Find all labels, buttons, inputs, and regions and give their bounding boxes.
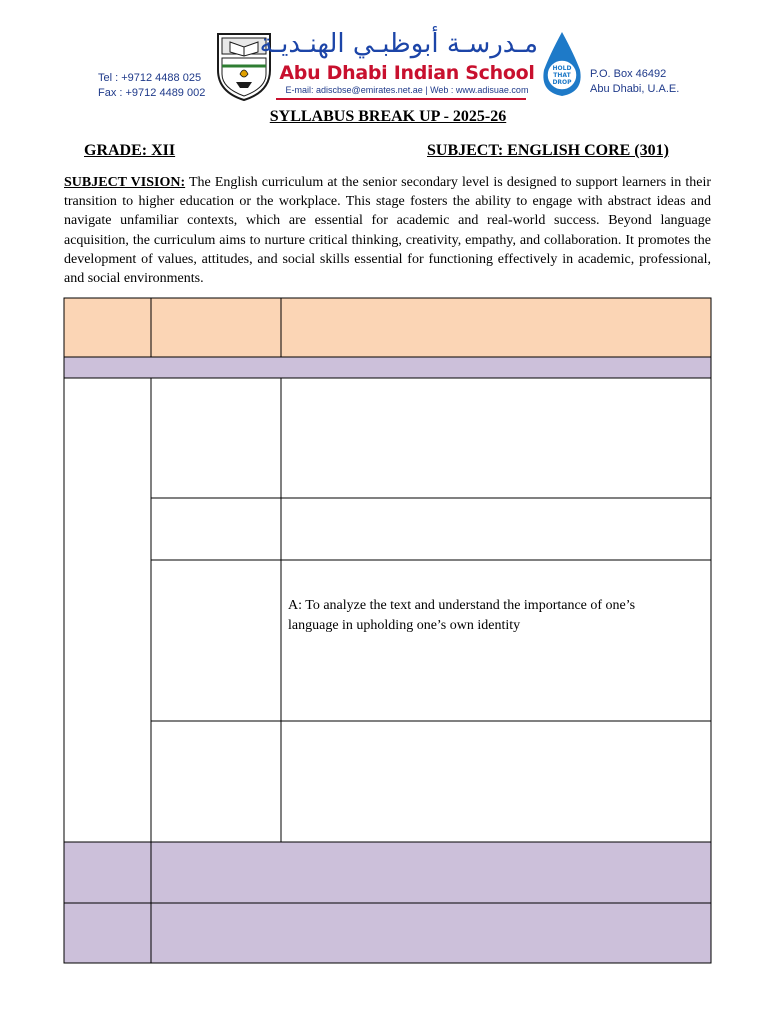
water-drop-logo-icon xyxy=(540,30,584,100)
contact-phone-fax xyxy=(98,71,205,101)
school-name-arabic: مـدرسـة أبوظبـي الهنـديـة xyxy=(259,29,538,59)
drop-text-2: THAT xyxy=(553,72,571,79)
table-section-row xyxy=(64,357,711,378)
po-box: P.O. Box 46492 xyxy=(590,68,667,80)
city: Abu Dhabi, U.A.E. xyxy=(590,83,680,95)
subject-vision xyxy=(64,173,711,288)
subject-vision-text: The English curriculum at the senior secondary level is designed to support learners in their transition to higher education or the workplace. This stage fosters the ability to engage with abstract ideas and navigate unfamiliar contexts, which are essential for academic and real-world success. Beyond language acquisition, the curriculum aims to nurture critical thinking, creativity, empathy, and collaboration. It promotes the development of values, attitudes, and social skills essential for functioning effectively in academic, professional, and social environments. xyxy=(64,175,711,287)
drop-text-1: HOLD xyxy=(552,65,572,72)
learning-objective-cell: A: To analyze the text and understand the importance of one’s language in upholding one’s own identity xyxy=(288,598,636,633)
subject-vision-label: SUBJECT VISION: xyxy=(64,175,186,190)
drop-text-3: DROP xyxy=(552,79,572,86)
letterhead-rule xyxy=(276,98,526,100)
fax: Fax : +9712 4489 002 xyxy=(98,87,206,99)
letterhead xyxy=(0,0,768,106)
contact-address xyxy=(590,67,679,97)
tel: Tel : +9712 4488 025 xyxy=(98,72,202,84)
table-summary-row-1 xyxy=(64,842,711,903)
table-header-row xyxy=(64,298,711,357)
email-web: E-mail: adiscbse@emirates.net.ae | Web : www.adisuae.com xyxy=(285,85,529,95)
school-name: Abu Dhabi Indian School xyxy=(279,62,535,84)
subject-heading: SUBJECT: ENGLISH CORE (301) xyxy=(427,142,669,159)
table-summary-row-2 xyxy=(64,903,711,963)
grade-heading: GRADE: XII xyxy=(84,142,176,159)
document-title: SYLLABUS BREAK UP - 2025-26 xyxy=(269,108,507,125)
